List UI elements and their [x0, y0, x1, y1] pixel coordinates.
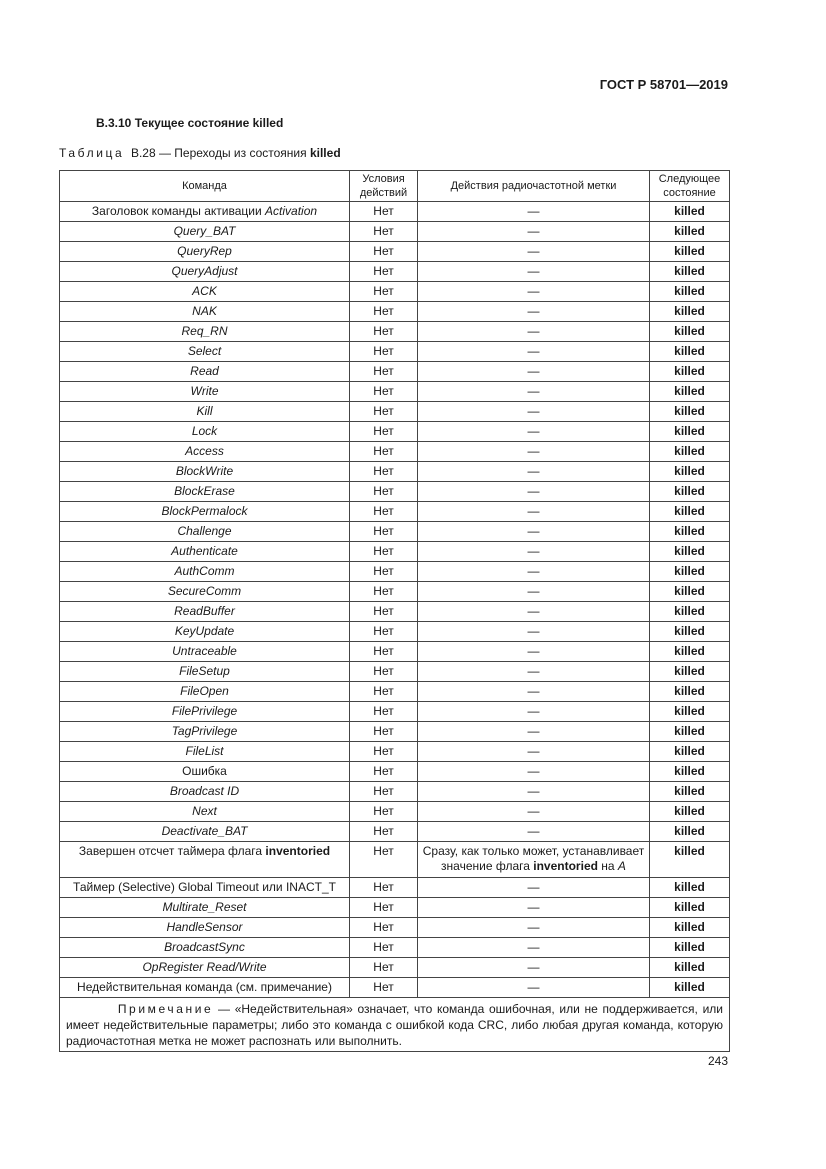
- standard-header: ГОСТ Р 58701—2019: [599, 77, 728, 92]
- conditions-cell: Нет: [350, 402, 418, 422]
- command-text: Ошибка: [182, 764, 227, 778]
- action-text: на: [597, 859, 618, 873]
- command-cell: [60, 622, 350, 642]
- table-row: [60, 642, 730, 662]
- col-header-conditions: Условия действий: [350, 171, 418, 202]
- next-state-cell: killed: [650, 462, 730, 482]
- table-row: [60, 898, 730, 918]
- command-cell: [60, 502, 350, 522]
- command-cell: [60, 482, 350, 502]
- next-state-cell: killed: [650, 302, 730, 322]
- command-cell: [60, 582, 350, 602]
- table-row: [60, 382, 730, 402]
- conditions-cell: Нет: [350, 762, 418, 782]
- command-name: Activation: [265, 204, 318, 218]
- col-header-command: Команда: [60, 171, 350, 202]
- next-state-cell: killed: [650, 702, 730, 722]
- command-cell: [60, 898, 350, 918]
- actions-cell: —: [418, 442, 650, 462]
- conditions-cell: Нет: [350, 442, 418, 462]
- col-header-actions: Действия радиочастотной метки: [418, 171, 650, 202]
- page-number: 243: [707, 1054, 728, 1068]
- conditions-cell: Нет: [350, 898, 418, 918]
- conditions-cell: Нет: [350, 202, 418, 222]
- actions-cell: —: [418, 222, 650, 242]
- actions-cell: —: [418, 782, 650, 802]
- command-name: FileSetup: [179, 664, 230, 678]
- next-state-cell: killed: [650, 482, 730, 502]
- command-cell: [60, 978, 350, 998]
- command-cell: [60, 802, 350, 822]
- table-row: [60, 442, 730, 462]
- command-cell: [60, 722, 350, 742]
- command-name: Read: [190, 364, 219, 378]
- command-cell: [60, 682, 350, 702]
- table-row: [60, 242, 730, 262]
- command-cell: [60, 782, 350, 802]
- actions-cell: —: [418, 282, 650, 302]
- command-name: Challenge: [177, 524, 232, 538]
- conditions-cell: Нет: [350, 702, 418, 722]
- actions-cell: —: [418, 202, 650, 222]
- table-row: [60, 322, 730, 342]
- command-name: Broadcast ID: [169, 784, 240, 798]
- conditions-cell: Нет: [350, 622, 418, 642]
- command-cell: [60, 562, 350, 582]
- next-state-cell: killed: [650, 602, 730, 622]
- next-state-cell: killed: [650, 382, 730, 402]
- conditions-cell: Нет: [350, 878, 418, 898]
- actions-cell: —: [418, 938, 650, 958]
- next-state-cell: killed: [650, 762, 730, 782]
- actions-cell: —: [418, 542, 650, 562]
- command-text: Завершен отсчет таймера флага: [78, 844, 266, 858]
- next-state-cell: killed: [650, 402, 730, 422]
- actions-cell: —: [418, 622, 650, 642]
- command-cell: [60, 342, 350, 362]
- actions-cell: —: [418, 898, 650, 918]
- next-state-cell: killed: [650, 282, 730, 302]
- command-cell: [60, 542, 350, 562]
- note-row: [60, 998, 730, 1052]
- conditions-cell: Нет: [350, 482, 418, 502]
- command-name: Authenticate: [171, 544, 238, 558]
- table-row: [60, 822, 730, 842]
- conditions-cell: Нет: [350, 582, 418, 602]
- command-name: Write: [190, 384, 219, 398]
- next-state-cell: killed: [650, 222, 730, 242]
- table-row: [60, 282, 730, 302]
- table-row: [60, 362, 730, 382]
- table-note: [60, 998, 730, 1052]
- actions-cell: —: [418, 602, 650, 622]
- actions-cell: —: [418, 682, 650, 702]
- command-cell: [60, 222, 350, 242]
- table-row: [60, 682, 730, 702]
- conditions-cell: Нет: [350, 302, 418, 322]
- actions-cell: —: [418, 722, 650, 742]
- actions-cell: —: [418, 422, 650, 442]
- conditions-cell: Нет: [350, 842, 418, 878]
- command-name: Deactivate_BAT: [161, 824, 248, 838]
- actions-cell: —: [418, 822, 650, 842]
- command-name: Untraceable: [172, 644, 237, 658]
- action-value: A: [617, 859, 626, 873]
- transitions-table: [59, 170, 730, 1052]
- conditions-cell: Нет: [350, 662, 418, 682]
- actions-cell: —: [418, 322, 650, 342]
- command-text: Заголовок команды активации: [91, 204, 266, 218]
- command-cell: [60, 422, 350, 442]
- command-name: FileList: [185, 744, 224, 758]
- command-cell: [60, 602, 350, 622]
- next-state-cell: killed: [650, 362, 730, 382]
- command-cell: [60, 322, 350, 342]
- conditions-cell: Нет: [350, 282, 418, 302]
- note-text: — «Недействительная» означает, что команда ошибочная, или не поддерживается, или имеет недействительные параметры; либо это команда с ошибкой кода CRC, либо любая другая команда, которую радиочастотная метка не может распознать или выполнить.: [66, 1002, 723, 1048]
- conditions-cell: Нет: [350, 542, 418, 562]
- command-name: BlockPermalock: [161, 504, 248, 518]
- table-row: [60, 342, 730, 362]
- next-state-cell: killed: [650, 682, 730, 702]
- conditions-cell: Нет: [350, 502, 418, 522]
- actions-cell: —: [418, 262, 650, 282]
- conditions-cell: Нет: [350, 602, 418, 622]
- actions-cell: —: [418, 742, 650, 762]
- table-row: [60, 222, 730, 242]
- command-name: ACK: [192, 284, 217, 298]
- table-row: [60, 978, 730, 998]
- command-cell: [60, 242, 350, 262]
- table-row: [60, 918, 730, 938]
- conditions-cell: Нет: [350, 562, 418, 582]
- command-cell: [60, 462, 350, 482]
- actions-cell: —: [418, 978, 650, 998]
- command-name: AuthComm: [174, 564, 235, 578]
- caption-number: В.28 — Переходы из состояния: [130, 146, 307, 160]
- command-name: Kill: [196, 404, 213, 418]
- command-name: ReadBuffer: [174, 604, 235, 618]
- table-row: [60, 602, 730, 622]
- next-state-cell: killed: [650, 918, 730, 938]
- conditions-cell: Нет: [350, 958, 418, 978]
- table-row: [60, 522, 730, 542]
- command-name: HandleSensor: [166, 920, 243, 934]
- next-state-cell: killed: [650, 322, 730, 342]
- conditions-cell: Нет: [350, 938, 418, 958]
- table-row: [60, 462, 730, 482]
- table-row: [60, 262, 730, 282]
- table-row: [60, 482, 730, 502]
- table-row: [60, 702, 730, 722]
- command-name: TagPrivilege: [171, 724, 238, 738]
- command-cell: [60, 702, 350, 722]
- table-row: [60, 802, 730, 822]
- action-text: Сразу, как только может, устанавливает значение флага: [422, 844, 645, 873]
- command-cell: [60, 918, 350, 938]
- conditions-cell: Нет: [350, 742, 418, 762]
- next-state-cell: killed: [650, 802, 730, 822]
- command-name: BlockErase: [174, 484, 235, 498]
- actions-cell: —: [418, 958, 650, 978]
- actions-cell: —: [418, 482, 650, 502]
- table-row: [60, 782, 730, 802]
- next-state-cell: killed: [650, 562, 730, 582]
- conditions-cell: Нет: [350, 522, 418, 542]
- caption-prefix: Таблица: [59, 146, 125, 160]
- command-cell: [60, 842, 350, 878]
- actions-cell: —: [418, 562, 650, 582]
- actions-cell: —: [418, 302, 650, 322]
- section-title: В.3.10 Текущее состояние killed: [96, 116, 284, 130]
- command-name: FilePrivilege: [171, 704, 238, 718]
- command-cell: [60, 282, 350, 302]
- conditions-cell: Нет: [350, 642, 418, 662]
- actions-cell: [418, 842, 650, 878]
- command-cell: [60, 262, 350, 282]
- actions-cell: —: [418, 462, 650, 482]
- command-name: Query_BAT: [173, 224, 236, 238]
- actions-cell: —: [418, 502, 650, 522]
- actions-cell: —: [418, 762, 650, 782]
- command-name: Next: [192, 804, 217, 818]
- conditions-cell: Нет: [350, 382, 418, 402]
- actions-cell: —: [418, 362, 650, 382]
- conditions-cell: Нет: [350, 822, 418, 842]
- conditions-cell: Нет: [350, 262, 418, 282]
- command-cell: [60, 822, 350, 842]
- note-label: Примечание: [117, 1002, 214, 1016]
- table-row: [60, 422, 730, 442]
- next-state-cell: killed: [650, 842, 730, 878]
- command-name: BroadcastSync: [164, 940, 245, 954]
- next-state-cell: killed: [650, 642, 730, 662]
- action-flag: inventoried: [533, 859, 598, 873]
- command-name: Access: [185, 444, 224, 458]
- conditions-cell: Нет: [350, 462, 418, 482]
- command-name: SecureComm: [167, 584, 242, 598]
- next-state-cell: killed: [650, 202, 730, 222]
- table-row: [60, 202, 730, 222]
- actions-cell: —: [418, 918, 650, 938]
- command-cell: [60, 302, 350, 322]
- conditions-cell: Нет: [350, 342, 418, 362]
- table-row: [60, 662, 730, 682]
- conditions-cell: Нет: [350, 918, 418, 938]
- next-state-cell: killed: [650, 958, 730, 978]
- next-state-cell: killed: [650, 342, 730, 362]
- conditions-cell: Нет: [350, 722, 418, 742]
- conditions-cell: Нет: [350, 422, 418, 442]
- table-row: [60, 958, 730, 978]
- command-cell: [60, 382, 350, 402]
- command-name: KeyUpdate: [174, 624, 235, 638]
- next-state-cell: killed: [650, 878, 730, 898]
- table-row: [60, 842, 730, 878]
- actions-cell: —: [418, 342, 650, 362]
- table-row: [60, 402, 730, 422]
- command-cell: [60, 762, 350, 782]
- next-state-cell: killed: [650, 782, 730, 802]
- next-state-cell: killed: [650, 262, 730, 282]
- conditions-cell: Нет: [350, 978, 418, 998]
- actions-cell: —: [418, 702, 650, 722]
- caption-state: killed: [309, 146, 341, 160]
- command-text: Недействительная команда (см. примечание): [77, 980, 332, 994]
- actions-cell: —: [418, 582, 650, 602]
- command-cell: [60, 362, 350, 382]
- next-state-cell: killed: [650, 662, 730, 682]
- command-cell: [60, 958, 350, 978]
- command-cell: [60, 938, 350, 958]
- command-cell: [60, 742, 350, 762]
- command-name: FileOpen: [180, 684, 229, 698]
- next-state-cell: killed: [650, 742, 730, 762]
- table-row: [60, 762, 730, 782]
- command-name: OpRegister Read/Write: [142, 960, 267, 974]
- command-cell: [60, 402, 350, 422]
- table-row: [60, 542, 730, 562]
- actions-cell: —: [418, 382, 650, 402]
- next-state-cell: killed: [650, 722, 730, 742]
- next-state-cell: killed: [650, 938, 730, 958]
- conditions-cell: Нет: [350, 682, 418, 702]
- command-text: Таймер (Selective) Global Timeout или INACT_T: [73, 880, 336, 894]
- command-cell: [60, 442, 350, 462]
- table-row: [60, 562, 730, 582]
- conditions-cell: Нет: [350, 242, 418, 262]
- table-row: [60, 502, 730, 522]
- col-header-next-state: Следующее состояние: [650, 171, 730, 202]
- command-cell: [60, 522, 350, 542]
- table-caption: [59, 146, 341, 160]
- command-cell: [60, 642, 350, 662]
- conditions-cell: Нет: [350, 322, 418, 342]
- command-name: Multirate_Reset: [162, 900, 247, 914]
- conditions-cell: Нет: [350, 782, 418, 802]
- actions-cell: —: [418, 662, 650, 682]
- next-state-cell: killed: [650, 522, 730, 542]
- command-flag: inventoried: [265, 844, 331, 858]
- conditions-cell: Нет: [350, 802, 418, 822]
- table-row: [60, 878, 730, 898]
- command-name: BlockWrite: [175, 464, 234, 478]
- next-state-cell: killed: [650, 542, 730, 562]
- command-name: QueryRep: [177, 244, 232, 258]
- actions-cell: —: [418, 642, 650, 662]
- actions-cell: —: [418, 878, 650, 898]
- next-state-cell: killed: [650, 582, 730, 602]
- next-state-cell: killed: [650, 502, 730, 522]
- table-row: [60, 302, 730, 322]
- conditions-cell: Нет: [350, 362, 418, 382]
- command-name: Lock: [191, 424, 218, 438]
- command-cell: [60, 878, 350, 898]
- next-state-cell: killed: [650, 822, 730, 842]
- command-name: NAK: [192, 304, 217, 318]
- table-row: [60, 722, 730, 742]
- actions-cell: —: [418, 522, 650, 542]
- actions-cell: —: [418, 802, 650, 822]
- command-name: QueryAdjust: [171, 264, 238, 278]
- table-row: [60, 622, 730, 642]
- table-row: [60, 742, 730, 762]
- table-row: [60, 582, 730, 602]
- next-state-cell: killed: [650, 978, 730, 998]
- command-cell: [60, 202, 350, 222]
- next-state-cell: killed: [650, 242, 730, 262]
- next-state-cell: killed: [650, 422, 730, 442]
- next-state-cell: killed: [650, 898, 730, 918]
- command-name: Req_RN: [181, 324, 228, 338]
- conditions-cell: Нет: [350, 222, 418, 242]
- actions-cell: —: [418, 242, 650, 262]
- next-state-cell: killed: [650, 442, 730, 462]
- next-state-cell: killed: [650, 622, 730, 642]
- command-cell: [60, 662, 350, 682]
- actions-cell: —: [418, 402, 650, 422]
- table-header-row: [60, 171, 730, 202]
- command-name: Select: [187, 344, 222, 358]
- table-row: [60, 938, 730, 958]
